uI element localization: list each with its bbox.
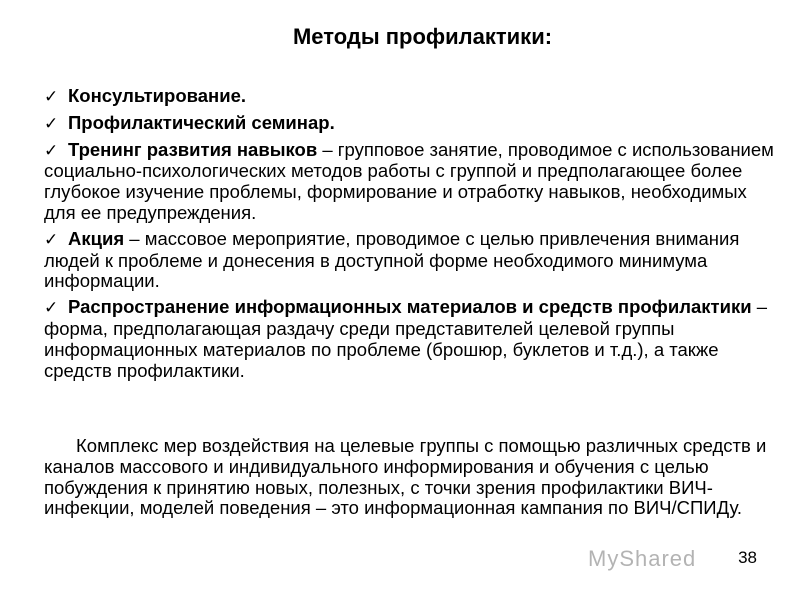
checkmark-icon: ✓ bbox=[44, 113, 59, 133]
list-item-text: – форма, предполагающая раздачу среди представителей целевой группы информационных материалов по проблеме (брошюр, буклетов и т.д.), а также средств профилактики. bbox=[44, 296, 768, 381]
list-item-term: Акция bbox=[68, 227, 125, 249]
checkmark-icon: ✓ bbox=[44, 229, 59, 249]
checkmark-icon: ✓ bbox=[44, 298, 59, 318]
list-item-term: Профилактический семинар. bbox=[68, 111, 335, 133]
list-item-term: Распространение информационных материалов и средств профилактики bbox=[68, 296, 752, 318]
list-item-text: – массовое мероприятие, проводимое с целью привлечения внимания людей к проблеме и донесения в доступной форме необходимого минимума информации. bbox=[44, 227, 740, 292]
list-item-term: Тренинг развития навыков bbox=[68, 138, 318, 160]
list-item-action bbox=[44, 229, 779, 292]
list-item-term: Консультирование. bbox=[68, 85, 247, 106]
checkmark-icon: ✓ bbox=[44, 140, 59, 160]
list-item-seminar bbox=[44, 113, 779, 135]
page-number: 38 bbox=[738, 548, 757, 567]
summary-paragraph: Комплекс мер воздействия на целевые группы с помощью различных средств и каналов массового и индивидуального информирования и обучения с целью побуждения к принятию новых, полезных, с точки зрения профилактики ВИЧ-инфекции, моделей поведения – это информационная кампания по ВИЧ/СПИДу. bbox=[44, 435, 767, 519]
slide-title: Методы профилактики: bbox=[292, 24, 553, 49]
list-item-text: – групповое занятие, проводимое с использованием социально-психологических методов работы с группой и предполагающее более глубокое изучение проблемы, формирование и отработку навыков, необходимых для ее предупреждения. bbox=[44, 138, 774, 223]
methods-list bbox=[44, 86, 779, 386]
checkmark-icon: ✓ bbox=[44, 87, 59, 106]
list-item-distribution bbox=[44, 297, 779, 381]
list-item-training bbox=[44, 140, 779, 224]
list-item-consulting bbox=[44, 86, 779, 108]
watermark-logo: MyShared bbox=[588, 546, 697, 571]
